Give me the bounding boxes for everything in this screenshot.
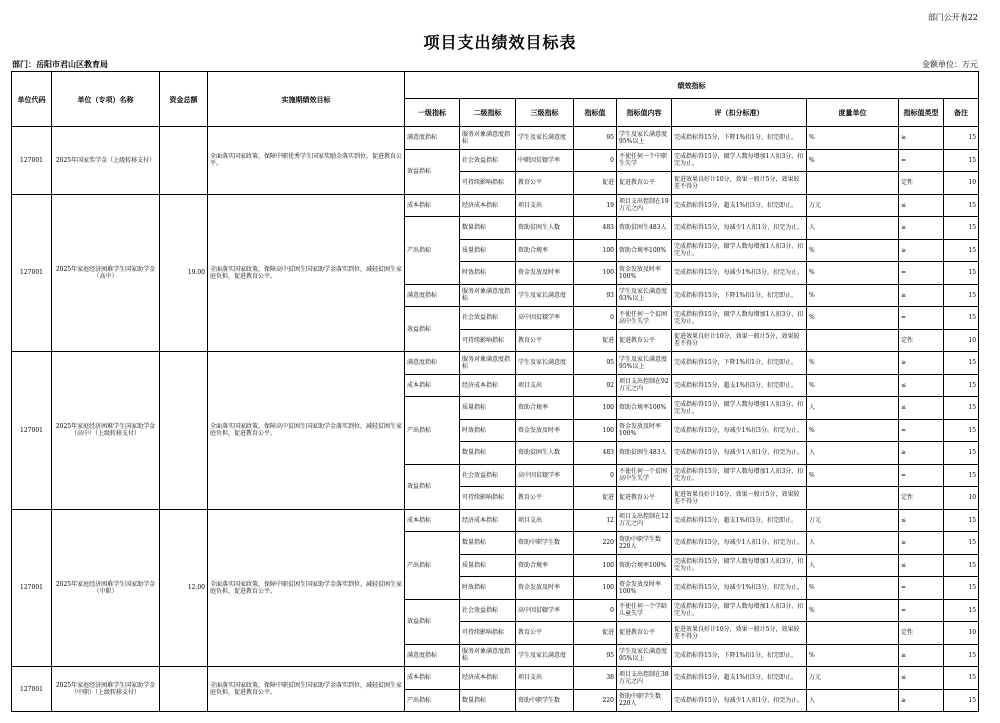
period-goal-cell: 全面落实国家政策，保障中职贫困生国家助学金落实到位，减轻贫困生家庭负担，促进教育公平。 xyxy=(208,667,405,712)
measure-unit-cell: 人 xyxy=(807,442,899,465)
remarks-cell: 10 xyxy=(944,329,979,352)
level2-cell: 数量指标 xyxy=(460,217,516,240)
value-type-cell: 定性 xyxy=(899,172,944,195)
remarks-cell: 15 xyxy=(944,644,979,667)
value-type-cell: 定性 xyxy=(899,622,944,645)
value-type-cell: ≥ xyxy=(899,217,944,240)
level2-cell: 可持续影响指标 xyxy=(460,622,516,645)
scoring-cell: 完成指标得15分，辍学人数每增加1人扣3分，扣完为止。 xyxy=(672,307,807,330)
col-scoring: 评（扣分标准） xyxy=(672,99,807,127)
level2-cell: 经济成本指标 xyxy=(460,194,516,217)
measure-unit-cell: % xyxy=(807,374,899,397)
level2-cell: 经济成本指标 xyxy=(460,374,516,397)
value-content-cell: 学生及家长满意度95%以上 xyxy=(617,127,672,150)
measure-unit-cell xyxy=(807,487,899,510)
remarks-cell: 10 xyxy=(944,172,979,195)
unit-code-cell: 127001 xyxy=(12,667,52,712)
remarks-cell: 15 xyxy=(944,352,979,375)
value-cell: 促进 xyxy=(574,622,617,645)
level2-cell: 经济成本指标 xyxy=(460,667,516,690)
value-type-cell: ≤ xyxy=(899,667,944,690)
level3-cell: 资助贫困生人数 xyxy=(516,442,574,465)
col-value: 指标值 xyxy=(574,99,617,127)
value-type-cell: ≥ xyxy=(899,284,944,307)
level2-cell: 社会效益指标 xyxy=(460,307,516,330)
level3-cell: 资助贫困生人数 xyxy=(516,217,574,240)
value-cell: 促进 xyxy=(574,329,617,352)
measure-unit-cell: % xyxy=(807,464,899,487)
level3-cell: 资金发放及时率 xyxy=(516,419,574,442)
value-type-cell: = xyxy=(899,307,944,330)
level3-cell: 学生及家长满意度 xyxy=(516,644,574,667)
remarks-cell: 15 xyxy=(944,419,979,442)
value-cell: 促进 xyxy=(574,172,617,195)
value-type-cell: ≤ xyxy=(899,397,944,420)
measure-unit-cell: % xyxy=(807,599,899,622)
level3-cell: 教育公平 xyxy=(516,329,574,352)
value-content-cell: 资助贫困生483人 xyxy=(617,442,672,465)
col-measure-unit: 度量单位 xyxy=(807,99,899,127)
level2-cell: 社会效益指标 xyxy=(460,464,516,487)
level1-cell: 满意度指标 xyxy=(405,127,460,150)
unit-name-cell: 2025年家庭经济困难学生国家助学金（中职）（上级转移支付） xyxy=(52,667,160,712)
col-value-content: 指标值内容 xyxy=(617,99,672,127)
level2-cell: 数量指标 xyxy=(460,442,516,465)
level1-cell: 产出指标 xyxy=(405,689,460,712)
level3-cell: 资金发放及时率 xyxy=(516,577,574,600)
remarks-cell: 15 xyxy=(944,127,979,150)
unit-name-cell: 2025年家庭经济困难学生国家助学金（中职） xyxy=(52,509,160,667)
value-cell: 483 xyxy=(574,217,617,240)
value-content-cell: 资助中职学生数220人 xyxy=(617,689,672,712)
value-cell: 100 xyxy=(574,262,617,285)
value-type-cell: ≤ xyxy=(899,374,944,397)
value-content-cell: 学生及家长满意度95%以上 xyxy=(617,352,672,375)
level3-cell: 中职因贫辍学率 xyxy=(516,149,574,172)
value-cell: 220 xyxy=(574,689,617,712)
value-content-cell: 资金发放及时率100% xyxy=(617,577,672,600)
value-type-cell: 定性 xyxy=(899,487,944,510)
scoring-cell: 完成指标得15分，下降1%扣1分，扣完即止。 xyxy=(672,284,807,307)
unit-code-cell: 127001 xyxy=(12,194,52,352)
unit-code-cell: 127001 xyxy=(12,509,52,667)
scoring-cell: 促进效果良好计10分，效果一般计5分，效果较差不得分 xyxy=(672,172,807,195)
level1-cell: 成本指标 xyxy=(405,194,460,217)
value-type-cell: = xyxy=(899,262,944,285)
unit-name-cell: 2025年国家奖学金（上级转移支付） xyxy=(52,127,160,195)
remarks-cell: 15 xyxy=(944,554,979,577)
remarks-cell: 15 xyxy=(944,307,979,330)
value-cell: 0 xyxy=(574,599,617,622)
scoring-cell: 完成指标得15分，每减少1%扣3分，扣完为止。 xyxy=(672,577,807,600)
col-unit-name: 单位（专项）名称 xyxy=(52,72,160,127)
remarks-cell: 15 xyxy=(944,599,979,622)
level1-cell: 产出指标 xyxy=(405,217,460,285)
value-type-cell: ≤ xyxy=(899,554,944,577)
total-funds-cell: 12.00 xyxy=(160,509,208,667)
scoring-cell: 完成指标得15分，辍学人数每增加1人扣3分，扣完为止。 xyxy=(672,239,807,262)
scoring-cell: 完成指标得15分，辍学人数每增加1人扣3分，扣完为止。 xyxy=(672,149,807,172)
value-content-cell: 项目支出控制在19万元之内 xyxy=(617,194,672,217)
remarks-cell: 15 xyxy=(944,442,979,465)
level3-cell: 资助合规率 xyxy=(516,239,574,262)
value-content-cell: 不使任何一个中职生失学 xyxy=(617,149,672,172)
level3-cell: 学生及家长满意度 xyxy=(516,127,574,150)
measure-unit-cell: % xyxy=(807,419,899,442)
value-content-cell: 资助合规率100% xyxy=(617,397,672,420)
level2-cell: 经济成本指标 xyxy=(460,509,516,532)
value-type-cell: = xyxy=(899,577,944,600)
measure-unit-cell xyxy=(807,622,899,645)
department-label: 部门：岳阳市君山区教育局 xyxy=(12,59,108,69)
value-content-cell: 促进教育公平 xyxy=(617,487,672,510)
scoring-cell: 完成指标得15分，超支1%扣3分，扣完即止。 xyxy=(672,194,807,217)
value-type-cell: = xyxy=(899,599,944,622)
measure-unit-cell xyxy=(807,329,899,352)
scoring-cell: 完成指标得15分，下降1%扣1分，扣完即止。 xyxy=(672,644,807,667)
value-cell: 0 xyxy=(574,464,617,487)
measure-unit-cell: 人 xyxy=(807,397,899,420)
value-cell: 100 xyxy=(574,577,617,600)
level2-cell: 数量指标 xyxy=(460,689,516,712)
remarks-cell: 15 xyxy=(944,464,979,487)
level1-cell: 效益指标 xyxy=(405,307,460,352)
value-content-cell: 学生及家长满意度93%以上 xyxy=(617,284,672,307)
value-content-cell: 不使任何一个贫困高中生失学 xyxy=(617,307,672,330)
value-cell: 95 xyxy=(574,644,617,667)
value-content-cell: 项目支出控制在12万元之内 xyxy=(617,509,672,532)
value-content-cell: 项目支出控制在38万元之内 xyxy=(617,667,672,690)
col-level2: 二级指标 xyxy=(460,99,516,127)
value-cell: 100 xyxy=(574,554,617,577)
scoring-cell: 完成指标得15分，辍学人数每增加1人扣3分，扣完为止。 xyxy=(672,464,807,487)
measure-unit-cell: % xyxy=(807,577,899,600)
measure-unit-cell xyxy=(807,172,899,195)
remarks-cell: 15 xyxy=(944,509,979,532)
scoring-cell: 完成指标得15分，每减少1人扣1分，扣完为止。 xyxy=(672,217,807,240)
value-cell: 95 xyxy=(574,352,617,375)
table-row xyxy=(12,127,979,150)
scoring-cell: 完成指标得15分，辍学人数每增加1人扣3分，扣完为止。 xyxy=(672,554,807,577)
value-content-cell: 资助合规率100% xyxy=(617,554,672,577)
level1-cell: 成本指标 xyxy=(405,374,460,397)
level2-cell: 服务对象满意度指标 xyxy=(460,352,516,375)
unit-name-cell: 2025年家庭经济困难学生国家助学金（高中） xyxy=(52,194,160,352)
level2-cell: 时效指标 xyxy=(460,262,516,285)
value-content-cell: 资助中职学生数220人 xyxy=(617,532,672,555)
measure-unit-cell: 万元 xyxy=(807,194,899,217)
table-row xyxy=(12,667,979,690)
remarks-cell: 15 xyxy=(944,397,979,420)
value-type-cell: = xyxy=(899,149,944,172)
remarks-cell: 15 xyxy=(944,217,979,240)
level2-cell: 质量指标 xyxy=(460,239,516,262)
remarks-cell: 15 xyxy=(944,262,979,285)
level2-cell: 社会效益指标 xyxy=(460,599,516,622)
remarks-cell: 15 xyxy=(944,194,979,217)
value-type-cell: ≥ xyxy=(899,644,944,667)
col-level1: 一级指标 xyxy=(405,99,460,127)
level3-cell: 学生及家长满意度 xyxy=(516,284,574,307)
value-content-cell: 学生及家长满意度95%以上 xyxy=(617,644,672,667)
level2-cell: 服务对象满意度指标 xyxy=(460,644,516,667)
table-number-label: 部门公开表22 xyxy=(927,13,978,22)
level3-cell: 资金发放及时率 xyxy=(516,262,574,285)
remarks-cell: 10 xyxy=(944,622,979,645)
level1-cell: 满意度指标 xyxy=(405,352,460,375)
measure-unit-cell: % xyxy=(807,127,899,150)
level2-cell: 数量指标 xyxy=(460,532,516,555)
unit-name-cell: 2025年家庭经济困难学生国家助学金（高中）（上级转移支付） xyxy=(52,352,160,510)
level3-cell: 资助中职学生数 xyxy=(516,689,574,712)
value-cell: 483 xyxy=(574,442,617,465)
scoring-cell: 完成指标得15分，下降1%扣1分，扣完即止。 xyxy=(672,127,807,150)
level2-cell: 可持续影响指标 xyxy=(460,487,516,510)
remarks-cell: 15 xyxy=(944,239,979,262)
value-type-cell: 定性 xyxy=(899,329,944,352)
remarks-cell: 15 xyxy=(944,577,979,600)
scoring-cell: 完成指标得15分，超支1%扣3分，扣完即止。 xyxy=(672,509,807,532)
col-indicators-group: 绩效指标 xyxy=(405,72,979,99)
remarks-cell: 15 xyxy=(944,374,979,397)
value-cell: 19 xyxy=(574,194,617,217)
level3-cell: 项目支出 xyxy=(516,194,574,217)
value-type-cell: = xyxy=(899,419,944,442)
level3-cell: 项目支出 xyxy=(516,374,574,397)
level2-cell: 服务对象满意度指标 xyxy=(460,284,516,307)
value-type-cell: ≤ xyxy=(899,194,944,217)
level3-cell: 项目支出 xyxy=(516,509,574,532)
level2-cell: 服务对象满意度指标 xyxy=(460,127,516,150)
unit-code-cell: 127001 xyxy=(12,352,52,510)
amount-unit-label: 金额单位：万元 xyxy=(922,60,978,69)
value-cell: 92 xyxy=(574,374,617,397)
measure-unit-cell: % xyxy=(807,239,899,262)
value-content-cell: 促进教育公平 xyxy=(617,329,672,352)
level1-cell: 满意度指标 xyxy=(405,644,460,667)
value-cell: 220 xyxy=(574,532,617,555)
measure-unit-cell: 万元 xyxy=(807,509,899,532)
value-cell: 0 xyxy=(574,149,617,172)
value-type-cell: ≥ xyxy=(899,442,944,465)
value-cell: 38 xyxy=(574,667,617,690)
value-type-cell: ≥ xyxy=(899,127,944,150)
level3-cell: 教育公平 xyxy=(516,487,574,510)
measure-unit-cell: 人 xyxy=(807,217,899,240)
table-row xyxy=(12,352,979,375)
measure-unit-cell: 人 xyxy=(807,689,899,712)
table-row xyxy=(12,509,979,532)
level3-cell: 教育公平 xyxy=(516,622,574,645)
value-cell: 100 xyxy=(574,419,617,442)
remarks-cell: 15 xyxy=(944,667,979,690)
value-type-cell: ≥ xyxy=(899,239,944,262)
scoring-cell: 促进效果良好计10分，效果一般计5分，效果较差不得分 xyxy=(672,329,807,352)
level1-cell: 产出指标 xyxy=(405,532,460,600)
level1-cell: 效益指标 xyxy=(405,599,460,644)
col-remarks: 备注 xyxy=(944,99,979,127)
measure-unit-cell: % xyxy=(807,352,899,375)
value-cell: 促进 xyxy=(574,487,617,510)
performance-table xyxy=(11,71,979,712)
level2-cell: 可持续影响指标 xyxy=(460,172,516,195)
scoring-cell: 完成指标得15分，下降1%扣1分，扣完即止。 xyxy=(672,352,807,375)
value-type-cell: ≥ xyxy=(899,689,944,712)
value-content-cell: 资金发放及时率100% xyxy=(617,262,672,285)
total-funds-cell xyxy=(160,667,208,712)
value-type-cell: ≤ xyxy=(899,509,944,532)
page-title: 项目支出绩效目标表 xyxy=(423,33,577,52)
value-cell: 100 xyxy=(574,239,617,262)
measure-unit-cell: % xyxy=(807,284,899,307)
level1-cell: 效益指标 xyxy=(405,149,460,194)
scoring-cell: 完成指标得15分，超支1%扣3分，扣完即止。 xyxy=(672,667,807,690)
scoring-cell: 完成指标得15分，每减少1%扣3分，扣完为止。 xyxy=(672,262,807,285)
period-goal-cell: 全面落实国家政策，保障中职优秀学生国家奖励金落实到位，促进教育公平。 xyxy=(208,127,405,195)
level1-cell: 效益指标 xyxy=(405,464,460,509)
scoring-cell: 完成指标得15分，辍学人数每增加1人扣3分，扣完为止。 xyxy=(672,599,807,622)
level3-cell: 高中因贫辍学率 xyxy=(516,464,574,487)
total-funds-cell xyxy=(160,127,208,195)
col-unit-code: 单位代码 xyxy=(12,72,52,127)
period-goal-cell: 全面落实国家政策，保障中职贫困生国家助学金落实到位，减轻贫困生家庭负担，促进教育公平。 xyxy=(208,509,405,667)
col-value-type: 指标值类型 xyxy=(899,99,944,127)
level1-cell: 满意度指标 xyxy=(405,284,460,307)
col-total-funds: 资金总额 xyxy=(160,72,208,127)
level3-cell: 高中因贫辍学率 xyxy=(516,307,574,330)
level2-cell: 时效指标 xyxy=(460,419,516,442)
unit-code-cell: 127001 xyxy=(12,127,52,195)
measure-unit-cell: % xyxy=(807,644,899,667)
table-row xyxy=(12,194,979,217)
value-cell: 12 xyxy=(574,509,617,532)
value-content-cell: 项目支出控制在92万元之内 xyxy=(617,374,672,397)
measure-unit-cell: 人 xyxy=(807,532,899,555)
level2-cell: 时效指标 xyxy=(460,577,516,600)
remarks-cell: 15 xyxy=(944,689,979,712)
level2-cell: 质量指标 xyxy=(460,554,516,577)
scoring-cell: 完成指标得15分，每减少1人扣1分，扣完为止。 xyxy=(672,442,807,465)
scoring-cell: 促进效果良好计10分，效果一般计5分，效果较差不得分 xyxy=(672,622,807,645)
value-type-cell: ≥ xyxy=(899,532,944,555)
value-content-cell: 促进教育公平 xyxy=(617,172,672,195)
value-cell: 93 xyxy=(574,284,617,307)
level3-cell: 资助中职学生数 xyxy=(516,532,574,555)
remarks-cell: 10 xyxy=(944,487,979,510)
table-body xyxy=(12,127,979,712)
scoring-cell: 完成指标得15分，每减少1人扣1分，扣完为止。 xyxy=(672,689,807,712)
level2-cell: 可持续影响指标 xyxy=(460,329,516,352)
level2-cell: 社会效益指标 xyxy=(460,149,516,172)
level3-cell: 教育公平 xyxy=(516,172,574,195)
scoring-cell: 完成指标得15分，超支1%扣3分，扣完即止。 xyxy=(672,374,807,397)
value-content-cell: 不使任何一个贫困高中生失学 xyxy=(617,464,672,487)
value-type-cell: ≥ xyxy=(899,352,944,375)
measure-unit-cell: 万元 xyxy=(807,667,899,690)
remarks-cell: 15 xyxy=(944,149,979,172)
level3-cell: 学生及家长满意度 xyxy=(516,352,574,375)
level1-cell: 成本指标 xyxy=(405,667,460,690)
value-content-cell: 促进教育公平 xyxy=(617,622,672,645)
level1-cell: 成本指标 xyxy=(405,509,460,532)
value-cell: 95 xyxy=(574,127,617,150)
level1-cell: 产出指标 xyxy=(405,397,460,465)
measure-unit-cell: 人 xyxy=(807,554,899,577)
remarks-cell: 15 xyxy=(944,284,979,307)
scoring-cell: 完成指标得15分，每减少1人扣1分，扣完为止。 xyxy=(672,532,807,555)
col-level3: 三级指标 xyxy=(516,99,574,127)
value-cell: 100 xyxy=(574,397,617,420)
value-content-cell: 不使任何一个学龄儿童失学 xyxy=(617,599,672,622)
measure-unit-cell: % xyxy=(807,149,899,172)
col-period-goal: 实施期绩效目标 xyxy=(208,72,405,127)
period-goal-cell: 全面落实国家政策，保障高中贫困生国家助学金落实到位，减轻贫困生家庭负担，促进教育公平。 xyxy=(208,194,405,352)
scoring-cell: 完成指标得15分，辍学人数每增加1人扣3分，扣完为止。 xyxy=(672,397,807,420)
measure-unit-cell: % xyxy=(807,307,899,330)
level3-cell: 资助合规率 xyxy=(516,397,574,420)
measure-unit-cell: % xyxy=(807,262,899,285)
level3-cell: 资助合规率 xyxy=(516,554,574,577)
value-content-cell: 资金发放及时率100% xyxy=(617,419,672,442)
value-type-cell: = xyxy=(899,464,944,487)
period-goal-cell: 全面落实国家政策，保障高中贫困生国家助学金落实到位，减轻贫困生家庭负担，促进教育公平。 xyxy=(208,352,405,510)
level3-cell: 高中因贫辍学率 xyxy=(516,599,574,622)
remarks-cell: 15 xyxy=(944,532,979,555)
scoring-cell: 完成指标得15分，每减少1%扣3分，扣完为止。 xyxy=(672,419,807,442)
total-funds-cell xyxy=(160,352,208,510)
total-funds-cell: 19.00 xyxy=(160,194,208,352)
value-content-cell: 资助合规率100% xyxy=(617,239,672,262)
level3-cell: 项目支出 xyxy=(516,667,574,690)
value-content-cell: 资助贫困生483人 xyxy=(617,217,672,240)
scoring-cell: 促进效果良好计10分，效果一般计5分，效果较差不得分 xyxy=(672,487,807,510)
level2-cell: 质量指标 xyxy=(460,397,516,420)
value-cell: 0 xyxy=(574,307,617,330)
